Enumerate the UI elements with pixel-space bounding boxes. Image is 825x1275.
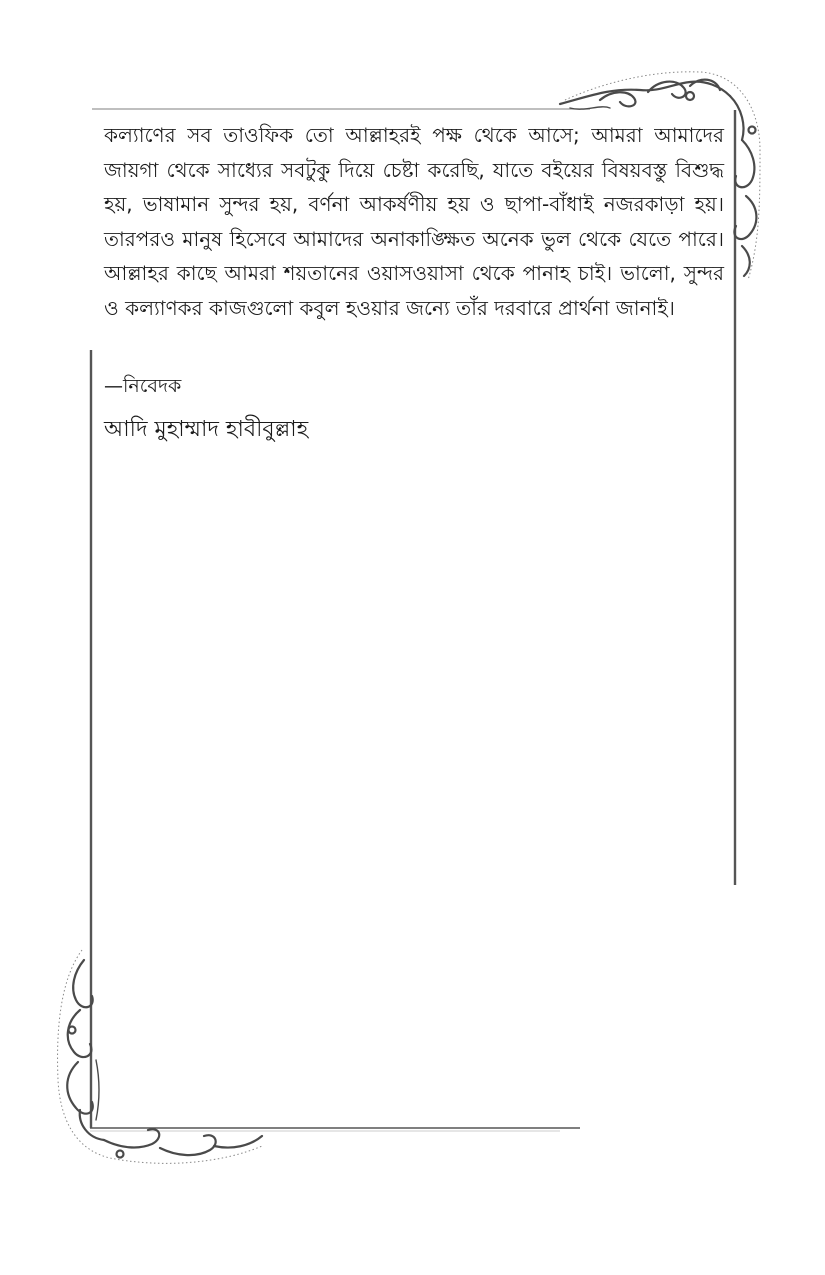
body-paragraph: কল্যাণের সব তাওফিক তো আল্লাহরই পক্ষ থেকে আসে; আমরা আমাদের জায়গা থেকে সাধ্যের সবটুকু দিয়ে চেষ্টা করেছি, যাতে বইয়ের বিষয়বস্তু বিশুদ্ধ হয়, ভাষামান সুন্দর হয়, বর্ণনা আকর্ষণীয় হয় ও ছাপা-বাঁধাই নজরকাড়া হয়। তারপরও মানুষ হিসেবে আমাদের অনাকাঙ্ক্ষিত অনেক ভুল থেকে যেতে পারে। আল্লাহর কাছে আমরা শয়তানের ওয়াসওয়াসা থেকে পানাহ চাই। ভালো, সুন্দর ও কল্যাণকর কাজগুলো কবুল হওয়ার জন্যে তাঁর দরবারে প্রার্থনা জানাই।: [104, 123, 724, 320]
signoff-label: —নিবেদক: [104, 375, 182, 397]
author-name: আদি মুহাম্মাদ হাবীবুল্লাহ: [104, 417, 309, 442]
